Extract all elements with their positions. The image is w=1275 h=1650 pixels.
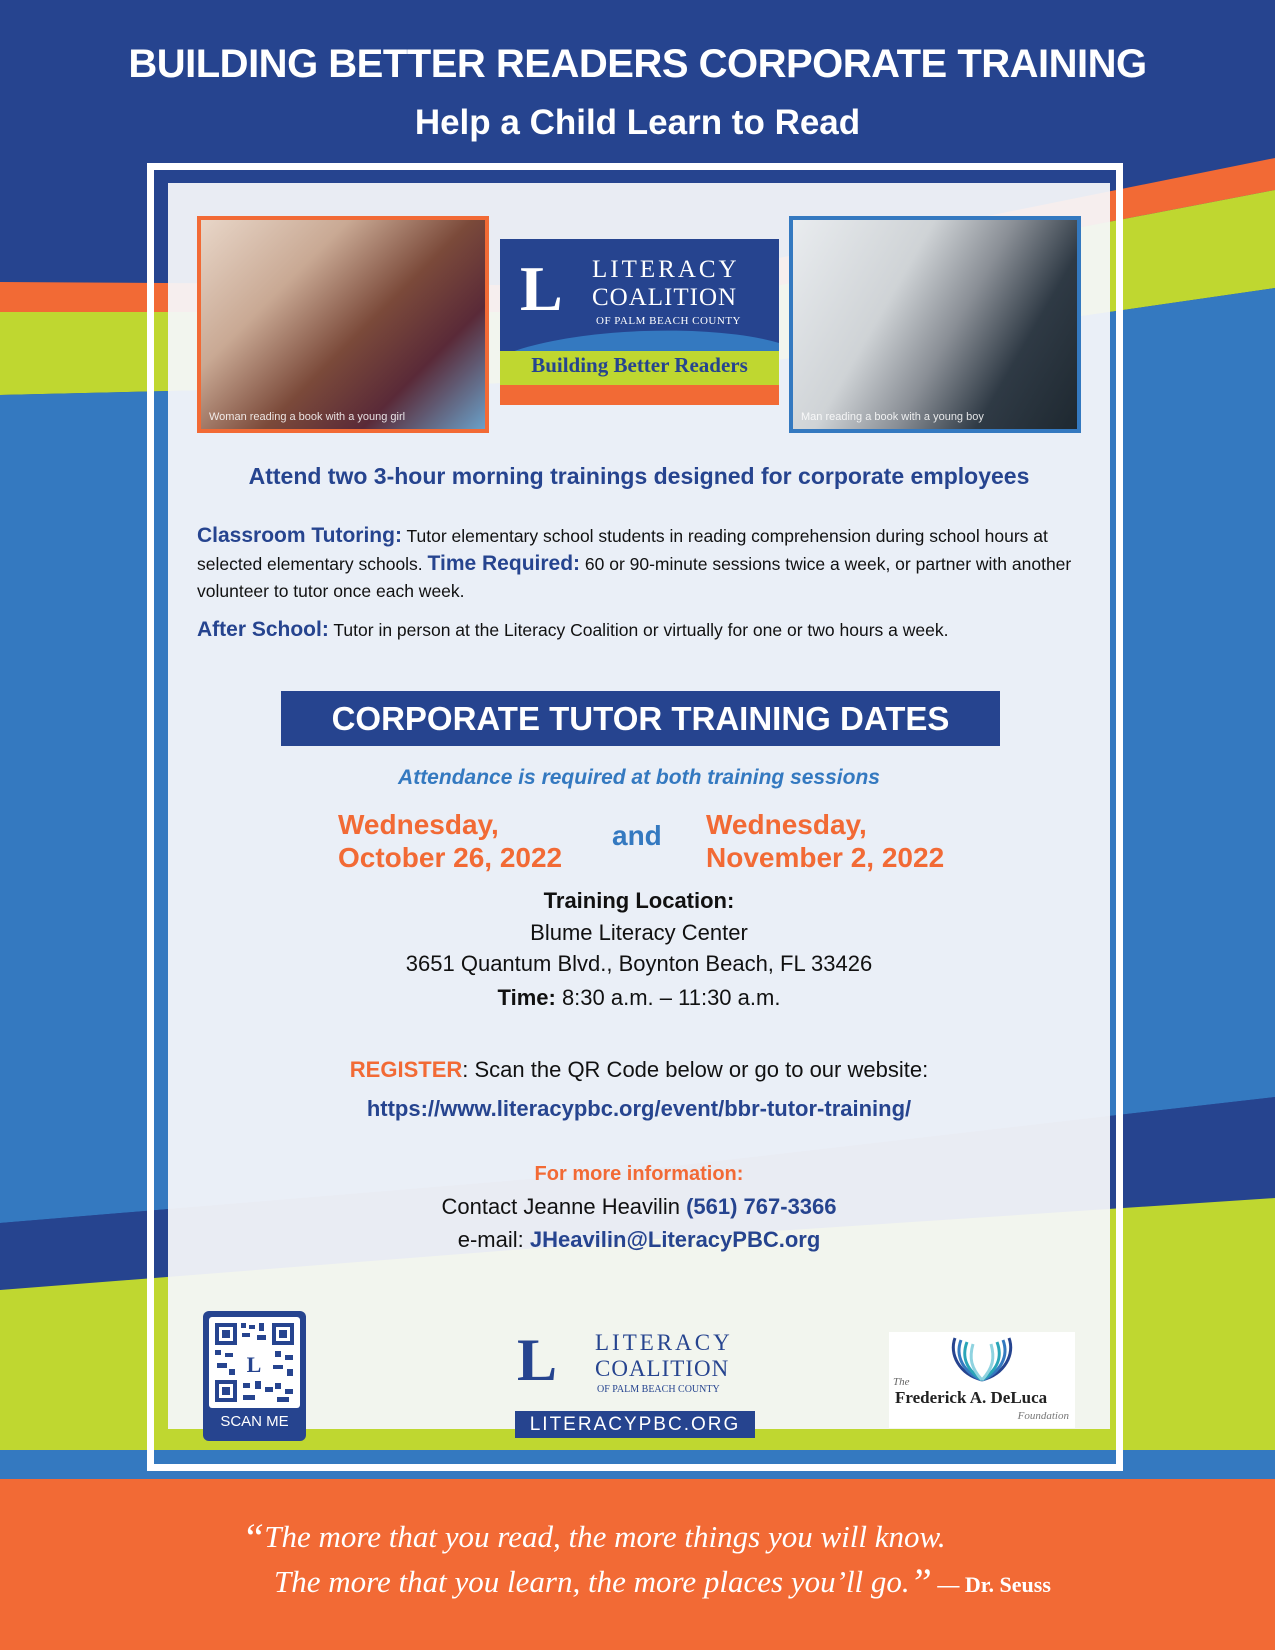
training-date-1: [338, 808, 562, 874]
time-value: 8:30 a.m. – 11:30 a.m.: [555, 985, 781, 1010]
time-required-text: 60 or 90-minute sessions twice a week, or partner with another volunteer to tutor once each week.: [197, 554, 1072, 601]
register-label: REGISTER: [349, 1057, 463, 1082]
photo-man-reading-with-boy: [789, 216, 1081, 433]
contact-heading: For more information:: [534, 1163, 744, 1185]
date-value: October 26, 2022: [338, 842, 563, 873]
email-line: [168, 1227, 1110, 1253]
quote-line-2: The more that you learn, the more places you’ll go.: [274, 1564, 910, 1599]
contact-line: [168, 1194, 1110, 1220]
literacypbc-url-badge[interactable]: LITERACYPBC.ORG: [515, 1411, 755, 1438]
attendance-note: Attendance is required at both training sessions: [398, 766, 880, 789]
book-l-icon: L: [520, 253, 563, 324]
date-value: November 2, 2022: [706, 842, 945, 873]
contact-email-link[interactable]: JHeavilin@LiteracyPBC.org: [529, 1227, 821, 1252]
svg-text:L: L: [246, 1352, 262, 1377]
logo-orange-band: [500, 385, 779, 405]
logo-subtitle: OF PALM BEACH COUNTY: [597, 1384, 720, 1395]
page-title: BUILDING BETTER READERS CORPORATE TRAINING: [128, 42, 1147, 86]
program-classroom-tutoring: [197, 522, 1087, 605]
logo-word-coalition: COALITION: [592, 284, 738, 311]
training-date-2: [706, 808, 944, 874]
register-line: [168, 1057, 1110, 1083]
deluca-foundation-word: Foundation: [1017, 1410, 1069, 1422]
intro-headline: Attend two 3-hour morning trainings designed for corporate employees: [248, 463, 1030, 489]
logo-subtitle: OF PALM BEACH COUNTY: [596, 315, 741, 327]
contact-name: Contact Jeanne Heavilin: [441, 1194, 687, 1219]
page-subtitle: Help a Child Learn to Read: [414, 103, 861, 142]
quote-attribution: — Dr. Seuss: [931, 1572, 1051, 1597]
program-after-school: [197, 616, 1087, 644]
photo-woman-reading-with-girl: [197, 216, 489, 433]
photo-caption: Woman reading a book with a young girl: [209, 411, 406, 423]
register-text: : Scan the QR Code below or go to our website:: [462, 1057, 929, 1082]
dr-seuss-quote: [0, 1515, 1275, 1607]
logo-word-coalition: COALITION: [595, 1356, 730, 1381]
deluca-the: The: [893, 1376, 910, 1388]
logo-program-name: Building Better Readers: [531, 353, 748, 377]
qr-code-scan-me[interactable]: [203, 1311, 306, 1441]
close-quote-mark: ”: [909, 1560, 932, 1605]
date-conjunction: and: [612, 820, 662, 851]
program-description: Tutor elementary school students in reading comprehension during school hours at selected elementary schools.: [197, 526, 1048, 574]
training-time: [168, 985, 1110, 1011]
date-weekday: Wednesday,: [338, 809, 499, 840]
quote-line-1: The more that you read, the more things you will know.: [264, 1519, 946, 1554]
register-url-link[interactable]: https://www.literacypbc.org/event/bbr-tutor-training/: [366, 1096, 912, 1121]
logo-word-literacy: LITERACY: [592, 256, 740, 283]
open-quote-mark: “: [242, 1515, 265, 1560]
time-required-label: Time Required:: [427, 552, 581, 575]
scan-me-label: SCAN ME: [220, 1413, 289, 1430]
date-weekday: Wednesday,: [706, 809, 867, 840]
time-label: Time:: [497, 985, 556, 1010]
contact-phone-link[interactable]: (561) 767-3366: [686, 1194, 837, 1219]
location-name: Blume Literacy Center: [530, 920, 748, 945]
program-description: Tutor in person at the Literacy Coalition or virtually for one or two hours a week.: [328, 620, 949, 640]
photo-caption: Man reading a book with a young boy: [801, 411, 984, 423]
program-label: After School:: [197, 618, 329, 641]
qr-code-icon: [209, 1317, 300, 1408]
logo-word-literacy: LITERACY: [595, 1330, 733, 1355]
wings-icon: [889, 1334, 1075, 1384]
deluca-name: Frederick A. DeLuca: [895, 1388, 1048, 1407]
location-label: Training Location:: [543, 888, 735, 913]
location-address: 3651 Quantum Blvd., Boynton Beach, FL 33426: [405, 951, 873, 976]
program-label: Classroom Tutoring:: [197, 524, 402, 547]
email-label: e-mail:: [457, 1227, 530, 1252]
training-dates-banner: CORPORATE TUTOR TRAINING DATES: [281, 691, 1000, 746]
literacy-coalition-bbr-logo: [500, 239, 779, 405]
book-l-icon: L: [517, 1327, 558, 1393]
deluca-foundation-logo: [889, 1332, 1075, 1428]
